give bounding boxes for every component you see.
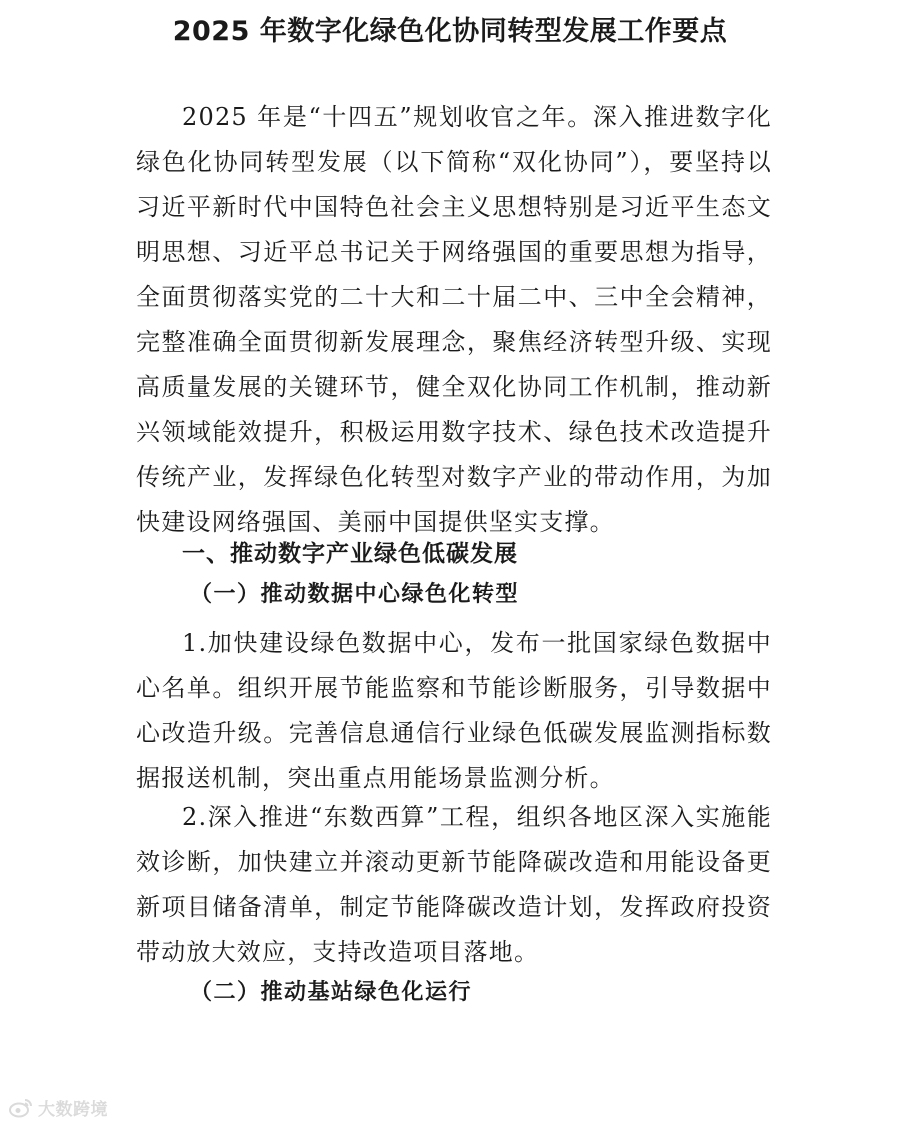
watermark-text: 大数跨境 [38,1100,108,1120]
item-paragraph-1: 1.加快建设绿色数据中心，发布一批国家绿色数据中心名单。组织开展节能监察和节能诊断服务，引导数据中心改造升级。完善信息通信行业绿色低碳发展监测指标数据报送机制，突出重点用能场景监测分析。 [136,629,772,792]
subsection-heading-2: （二）推动基站绿色化运行 [190,979,473,1005]
item-paragraph-2: 2.深入推进“东数西算”工程，组织各地区深入实施能效诊断，加快建立并滚动更新节能降碳改造和用能设备更新项目储备清单，制定节能降碳改造计划，发挥政府投资带动放大效应，支持改造项目落地。 [136,803,772,966]
document-title: 2025 年数字化绿色化协同转型发展工作要点 [172,16,728,47]
intro-paragraph: 2025 年是“十四五”规划收官之年。深入推进数字化绿色化协同转型发展（以下简称“双化协同”），要坚持以习近平新时代中国特色社会主义思想特别是习近平生态文明思想、习近平总书记关于网络强国的重要思想为指导，全面贯彻落实党的二十大和二十届二中、三中全会精神，完整准确全面贯彻新发展理念，聚焦经济转型升级、实现高质量发展的关键环节，健全双化协同工作机制，推动新兴领域能效提升，积极运用数字技术、绿色技术改造提升传统产业，发挥绿色化转型对数字产业的带动作用，为加快建设网络强国、美丽中国提供坚实支撑。 [136,103,772,536]
subsection-heading-1: （一）推动数据中心绿色化转型 [190,581,520,607]
watermark [8,1095,108,1120]
section-heading-1: 一、推动数字产业绿色低碳发展 [182,541,518,567]
weibo-logo-icon [8,1097,34,1119]
